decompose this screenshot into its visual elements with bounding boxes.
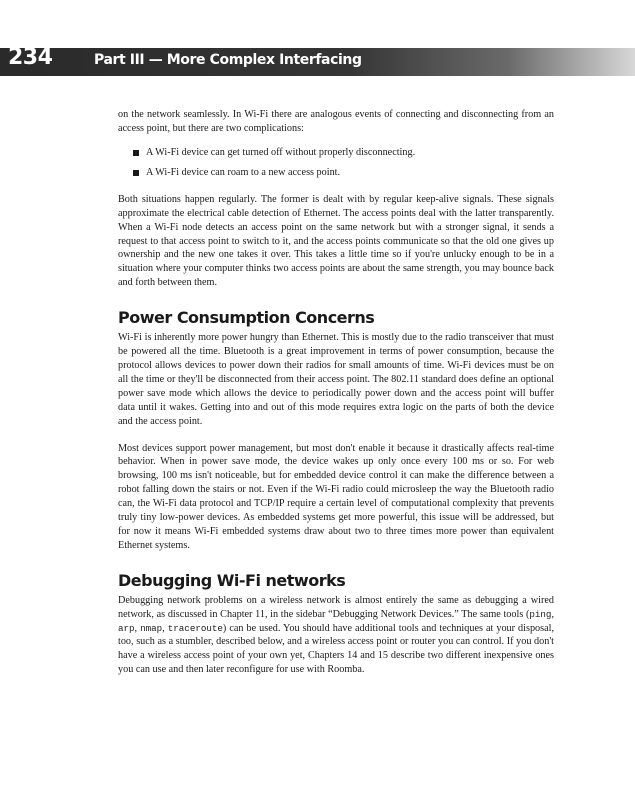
power-paragraph-2: Most devices support power management, but most don't enable it because it drastically affects real-time behavior. When in power save mode, the device wakes up only once every 100 ms or so. For web browsing, 100 ms isn't noticeable, but for embedded device control it can make the difference between a robot falling down the stairs or not. Even if the Wi-Fi radio could microsleep the way the Bluetooth radio can, the Wi-Fi data protocol and TCP/IP require a certain level of computational complexity that prevents truly tiny low-power devices. As embedded systems get more powerful, this issue will be addressed, but for now it means Wi-Fi embedded systems draw about two to three times more power than equivalent Ethernet systems. [118,442,554,551]
section-heading-debugging: Debugging Wi-Fi networks [118,570,346,590]
list-item [118,146,554,160]
power-paragraph-1: Wi-Fi is inherently more power hungry than Ethernet. This is mostly due to the radio transceiver that must be powered all the time. Bluetooth is a great improvement in terms of power consumption, because the protocol allows devices to power down their radios for small amounts of time. Wi-Fi devices must be on all the time or they'll be disconnected from their access point. The 802.11 standard does define an optional power save mode which allows the device to periodically power down and the access point will buffer data until it wakes. Getting into and out of this mode requires extra logic on the parts of both the device and the access point. [118,332,554,427]
list-item [118,166,554,180]
tool-traceroute: traceroute [167,622,223,634]
debug-text-after: ) can be used. You should have additional tools and techniques at your disposal, too, such as a stumbler, described below, and a wireless access point or router you can control. If you don't have a wireless access point of your own yet, Chapters 14 and 15 describe two different inexpensive ones you can use and then later reconfigure for use with Roomba. [118,622,554,676]
page-number: 234 [8,45,53,70]
list-item-text: A Wi-Fi device can roam to a new access point. [146,166,341,178]
bullet-list [118,146,554,180]
debug-text-before: Debugging network problems on a wireless network is almost entirely the same as debugging a wired network, as discussed in Chapter 11, in the sidebar “Debugging Network Devices.” The same tools ( [118,594,554,620]
page-body [118,108,554,677]
separator: , [551,608,554,620]
section-heading-power: Power Consumption Concerns [118,308,375,328]
tool-arp: arp [118,622,135,634]
roaming-paragraph: Both situations happen regularly. The former is dealt with by regular keep-alive signals. These signals approximate the electrical cable detection of Ethernet. The access points deal with the latter transparently. When a Wi-Fi node detects an access point on the same network but with a stronger signal, it sends a request to that access point to switch to it, and the access points communicate so that the old one gives up ownership and the new one takes it over. This takes a little time so if you're unlucky enough to be in a situation where your computer thinks two access points are about the same strength, you may bounce back and forth between them. [118,193,554,289]
list-item-text: A Wi-Fi device can get turned off without properly disconnecting. [146,146,416,158]
separator: , [162,622,168,634]
square-bullet-icon [133,170,139,176]
part-title: Part III — More Complex Interfacing [94,52,362,68]
tool-nmap: nmap [140,622,163,634]
separator: , [134,622,141,634]
running-header [0,45,635,76]
tool-ping: ping [529,608,552,620]
square-bullet-icon [133,150,139,156]
debugging-paragraph [118,594,554,677]
intro-paragraph: on the network seamlessly. In Wi-Fi there are analogous events of connecting and disconnecting from an access point, but there are two complications: [118,109,554,134]
